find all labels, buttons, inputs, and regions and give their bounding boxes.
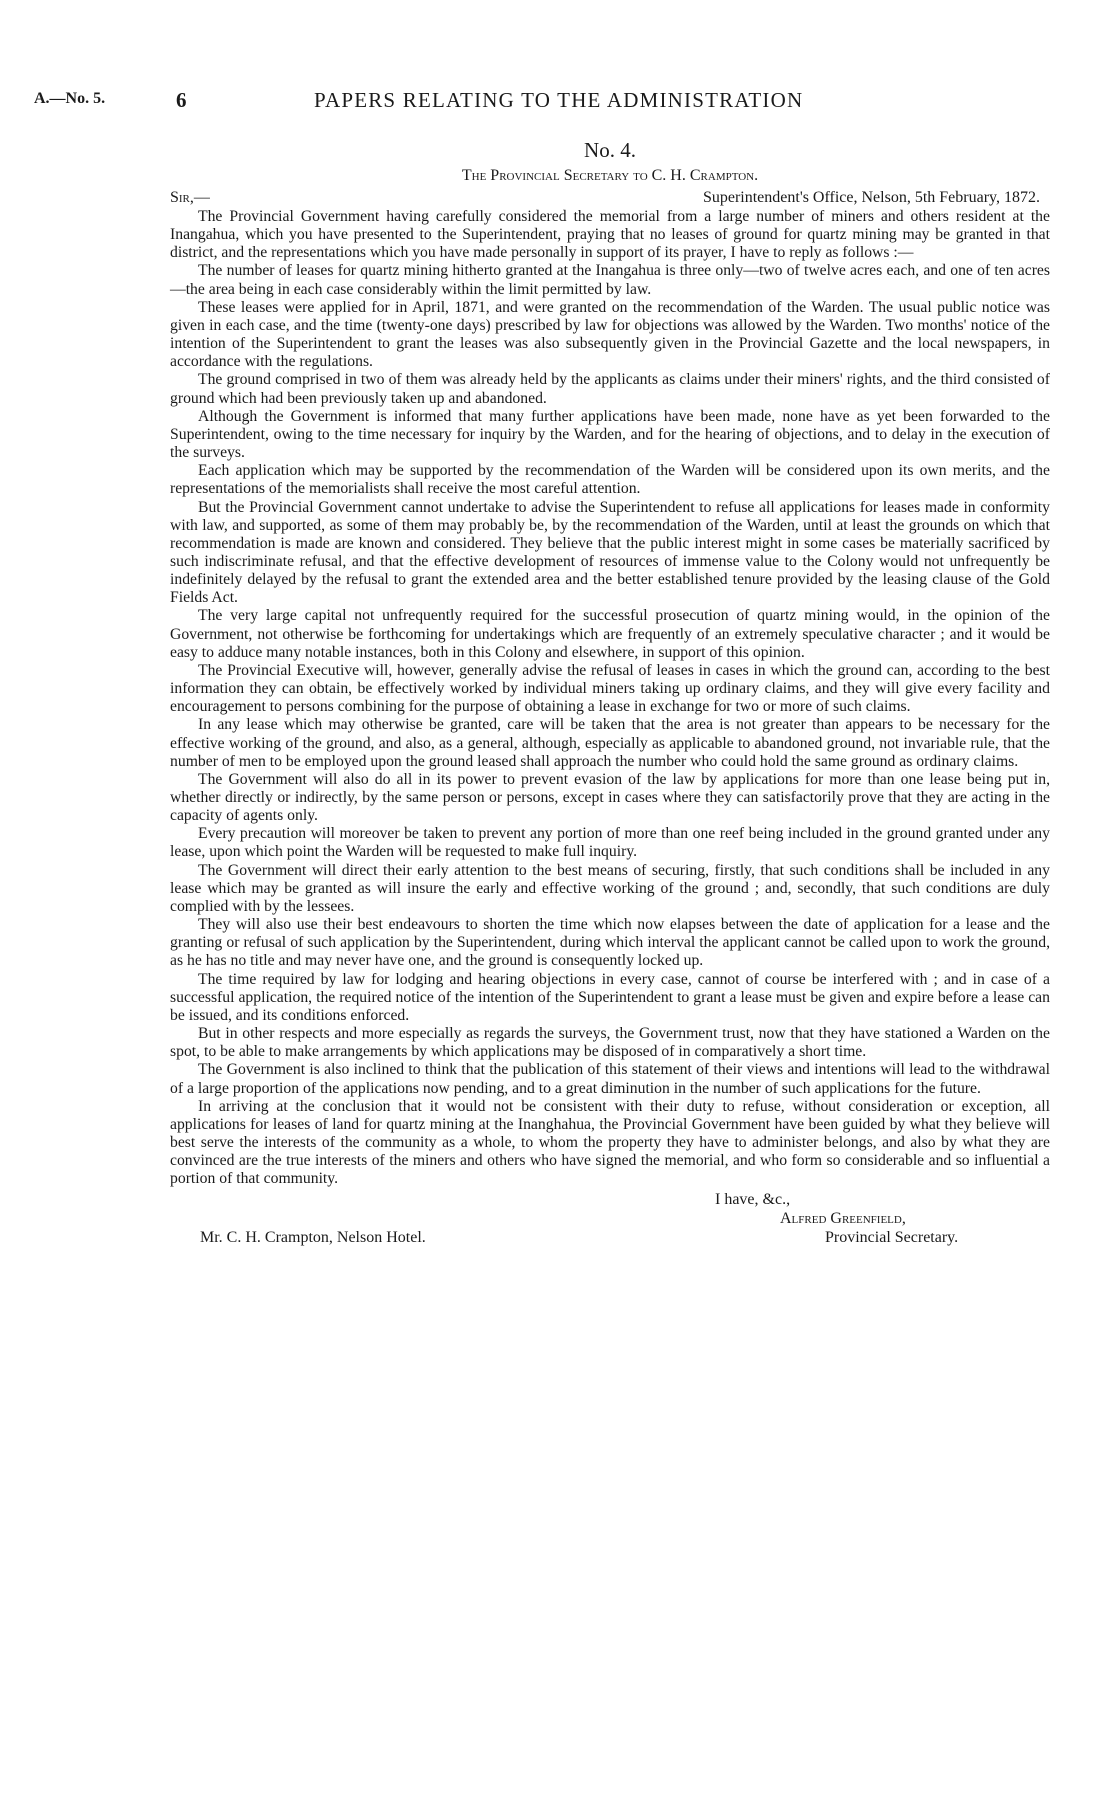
paragraph: The Government will direct their early attention to the best means of securing, firstly, that such conditions shall be included in any lease which may be granted as will insure the early and effective working of the ground ; and, secondly, that such conditions are duly complied with by the lessees. — [170, 861, 1050, 915]
paragraph: But the Provincial Government cannot undertake to advise the Superintendent to refuse all applications for leases made in conformity with law, and supported, as some of them may probably be, by the recommendation of the Warden, until at least the grounds on which that recommendation is made are known and considered. They believe that the public interest might in some cases be materially sacrificed by such indiscriminate refusal, and that the effective development of resources of immense value to the Colony would not unfrequently be indefinitely delayed by the refusal to grant the extended area and the better established tenure provided by the leasing clause of the Gold Fields Act. — [170, 498, 1050, 607]
letter-number: No. 4. — [584, 138, 636, 162]
signer-name: Alfred Greenfield, — [780, 1210, 906, 1228]
page-number: 6 — [176, 88, 187, 112]
paragraph: But in other respects and more especially as regards the surveys, the Government trust, now that they have stationed a Warden on the spot, to be able to make arrangements by which applications may be disposed of in comparatively a short time. — [170, 1025, 1050, 1061]
letter — [170, 136, 1050, 1248]
paragraph: In any lease which may otherwise be granted, care will be taken that the area is not greater than appears to be necessary for the effective working of the ground, and also, as a general, although, especially as applicable to abandoned ground, not invariable rule, that the number of men to be employed upon the ground leased shall approach the number who could hold the same ground as ordinary claims. — [170, 716, 1050, 770]
paragraph: They will also use their best endeavours to shorten the time which now elapses between the date of application for a lease and the granting or refusal of such application by the Superintendent, during which interval the applicant cannot be called upon to work the ground, as he has no title and may never have one, and the ground is consequently locked up. — [170, 916, 1050, 970]
paragraph: The ground comprised in two of them was already held by the applicants as claims under their miners' rights, and the third consisted of ground which had been previously taken up and abandoned. — [170, 371, 1050, 407]
paragraph: The time required by law for lodging and hearing objections in every case, cannot of course be interfered with ; and in case of a successful application, the required notice of the intention of the Superintendent to grant a lease must be given and expire before a lease can be issued, and its conditions enforced. — [170, 970, 1050, 1024]
paragraph: The Government is also inclined to think that the publication of this statement of their views and intentions will lead to the withdrawal of a large proportion of the applications now pending, and to a great diminution in the number of such applications for the future. — [170, 1061, 1050, 1097]
addressee: Mr. C. H. Crampton, Nelson Hotel. — [200, 1229, 426, 1247]
salutation: Sir,— — [170, 189, 210, 206]
salutation-row — [170, 188, 1050, 208]
letter-closing — [170, 1190, 1050, 1248]
paragraph: The Provincial Executive will, however, generally advise the refusal of leases in cases in which the ground can, according to the best information they can obtain, be effectively worked by individual miners taking up ordinary claims, and they will give every facility and encouragement to persons combining for the purpose of obtaining a lease in exchange for two or more of such claims. — [170, 661, 1050, 716]
paragraph: These leases were applied for in April, 1871, and were granted on the recommendation of the Warden. The usual public notice was given in each case, and the time (twenty-one days) prescribed by law for objections was allowed by the Warden. Two months' notice of the intention of the Superintendent to grant the leases was also subsequently given in the Provincial Gazette and the local newspapers, in accordance with the regulations. — [170, 298, 1050, 371]
page-header — [34, 88, 1080, 118]
paragraph: Every precaution will moreover be taken to prevent any portion of more than one reef being included in the ground granted under any lease, upon which point the Warden will be requested to make full inquiry. — [170, 825, 1050, 861]
paragraph: In arriving at the conclusion that it would not be consistent with their duty to refuse, without consideration or exception, all applications for leases of land for quartz mining at the Inanghahua, the Provincial Government have been guided by what they believe will best serve the interests of the community as a whole, to whom the property they have to administer belongs, and also by what they are convinced are the true interests of the miners and others who have signed the memorial, and who form so considerable and so influential a portion of that community. — [170, 1097, 1050, 1188]
letter-body — [170, 208, 1050, 1188]
running-title: PAPERS RELATING TO THE ADMINISTRATION — [314, 88, 804, 112]
paragraph: The number of leases for quartz mining hitherto granted at the Inangahua is three only—two of twelve acres each, and one of ten acres—the area being in each case considerably within the limit permitted by law. — [170, 262, 1050, 298]
signer-title: Provincial Secretary. — [825, 1229, 959, 1247]
paragraph: Although the Government is informed that many further applications have been made, none have as yet been forwarded to the Superintendent, owing to the time necessary for inquiry by the Warden, and for the hearing of objections, and to delay in the execution of the surveys. — [170, 407, 1050, 462]
letter-heading: The Provincial Secretary to C. H. Crampton. — [461, 167, 759, 184]
paragraph: Each application which may be supported by the recommendation of the Warden will be considered upon its own merits, and the representations of the memorialists shall receive the most careful attention. — [170, 462, 1050, 498]
paragraph: The very large capital not unfrequently required for the successful prosecution of quartz mining would, in the opinion of the Government, not otherwise be forthcoming for undertakings which are frequently of an extremely speculative character ; and it would be easy to adduce many notable instances, both in this Colony and elsewhere, in support of this opinion. — [170, 607, 1050, 661]
paragraph: The Provincial Government having carefully considered the memorial from a large number of miners and others resident at the Inangahua, which you have presented to the Superintendent, praying that no leases of ground for quartz mining may be granted in that district, and the representations which you have made personally in support of its prayer, I have to reply as follows :— — [170, 208, 1050, 262]
paragraph: The Government will also do all in its power to prevent evasion of the law by applications for more than one lease being put in, whether directly or indirectly, by the same person or persons, except in cases where they can satisfactorily prove that they are acting in the capacity of agents only. — [170, 770, 1050, 825]
closing-phrase: I have, &c., — [715, 1191, 791, 1209]
document-reference: A.—No. 5. — [34, 90, 106, 107]
dateline: Superintendent's Office, Nelson, 5th February, 1872. — [702, 189, 1040, 206]
